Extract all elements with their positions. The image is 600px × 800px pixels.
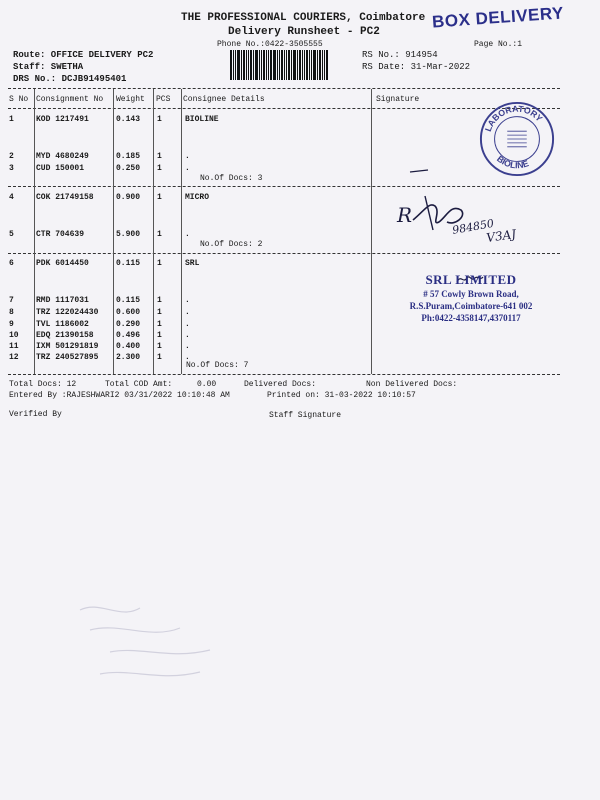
handwritten-signature (395, 192, 545, 252)
row-weight: 0.496 (116, 331, 141, 340)
bleed-through-marks (60, 590, 260, 700)
col-divider (34, 89, 35, 374)
group-rule-2 (8, 253, 560, 254)
row-consignee: BIOLINE (185, 115, 219, 124)
barcode-bar (284, 50, 285, 80)
svg-text:BIOLINE (495, 154, 530, 171)
total-docs: Total Docs: 12 (9, 380, 77, 389)
barcode-bar (322, 50, 323, 80)
row-pcs: 1 (157, 320, 162, 329)
barcode-bar (263, 50, 265, 80)
barcode-bar (255, 50, 258, 80)
row-pcs: 1 (157, 308, 162, 317)
barcode-bar (246, 50, 247, 80)
row-consignment-no: TRZ 122024430 (36, 308, 99, 317)
barcode-bar (317, 50, 318, 80)
col-divider (371, 89, 372, 374)
row-consignment-no: RMD 1117031 (36, 296, 89, 305)
row-consignment-no: MYD 4680249 (36, 152, 89, 161)
barcode-bar (243, 50, 245, 80)
row-consignment-no: IXM 501291819 (36, 342, 99, 351)
barcode-bar (235, 50, 236, 80)
barcode-bar (248, 50, 249, 80)
row-consignee: . (185, 353, 190, 362)
barcode-bar (299, 50, 301, 80)
barcode-bar (302, 50, 303, 80)
row-sno: 12 (9, 353, 19, 362)
barcode-bar (230, 50, 232, 80)
row-sno: 9 (9, 320, 14, 329)
row-sno: 6 (9, 259, 14, 268)
handwritten-note: 984850 (451, 216, 495, 237)
row-weight: 2.300 (116, 353, 141, 362)
seal-top-text: LABORATORY (482, 103, 545, 133)
route: Route: OFFICE DELIVERY PC2 (13, 50, 154, 60)
barcode-bar (233, 50, 234, 80)
row-weight: 0.400 (116, 342, 141, 351)
row-pcs: 1 (157, 164, 162, 173)
row-pcs: 1 (157, 353, 162, 362)
barcode-bar (326, 50, 328, 80)
table-top-rule (8, 88, 560, 89)
row-consignee: . (185, 152, 190, 161)
barcode-bar (253, 50, 254, 80)
srl-address-line: # 57 Cowly Brown Road, (423, 289, 519, 299)
signature-initial: R (397, 203, 413, 227)
row-consignee: . (185, 308, 190, 317)
rs-number: RS No.: 914954 (362, 50, 438, 60)
verified-by: Verified By (9, 410, 62, 419)
barcode-bar (281, 50, 283, 80)
row-pcs: 1 (157, 230, 162, 239)
row-weight: 0.250 (116, 164, 141, 173)
row-weight: 0.115 (116, 296, 141, 305)
rs-date: RS Date: 31-Mar-2022 (362, 62, 471, 72)
row-consignee: . (185, 296, 190, 305)
col-divider (113, 89, 114, 374)
row-consignee: . (185, 342, 190, 351)
col-divider (153, 89, 154, 374)
group-rule-1 (8, 186, 560, 187)
col-header-pcs: PCS (156, 95, 171, 104)
company-name: THE PROFESSIONAL COURIERS, Coimbatore (181, 12, 426, 24)
barcode-bar (266, 50, 267, 80)
barcode-bar (261, 50, 262, 80)
group-doc-count: No.Of Docs: 7 (186, 361, 249, 370)
col-header-consignment: Consignment No (36, 95, 104, 104)
non-delivered-docs: Non Delivered Docs: (366, 380, 458, 389)
printed-on: Printed on: 31-03-2022 10:10:57 (267, 391, 416, 400)
col-header-consignee: Consignee Details (183, 95, 265, 104)
handwritten-note: V3AJ (485, 226, 517, 245)
barcode-bar (259, 50, 260, 80)
row-consignment-no: CTR 704639 (36, 230, 85, 239)
barcode-bar (279, 50, 280, 80)
staff: Staff: SWETHA (13, 62, 84, 72)
row-consignee: . (185, 320, 190, 329)
barcode-bar (241, 50, 242, 80)
row-sno: 10 (9, 331, 19, 340)
row-weight: 0.900 (116, 193, 141, 202)
srl-company-stamp (392, 272, 550, 324)
barcode-bar (250, 50, 252, 80)
col-header-sno: S No (9, 95, 29, 104)
barcode-bar (313, 50, 316, 80)
total-cod-label: Total COD Amt: (105, 380, 173, 389)
row-consignment-no: TVL 1186002 (36, 320, 89, 329)
row-weight: 0.185 (116, 152, 141, 161)
srl-phone: Ph:0422-4358147,4370117 (421, 313, 521, 323)
col-divider (181, 89, 182, 374)
barcode-bar (304, 50, 305, 80)
barcode (230, 50, 350, 80)
barcode-bar (319, 50, 321, 80)
barcode-bar (288, 50, 290, 80)
barcode-bar (306, 50, 308, 80)
barcode-bar (268, 50, 269, 80)
row-consignee: SRL (185, 259, 200, 268)
row-consignee: . (185, 164, 190, 173)
table-bottom-rule (8, 374, 560, 375)
row-consignment-no: KOD 1217491 (36, 115, 89, 124)
row-pcs: 1 (157, 342, 162, 351)
row-sno: 4 (9, 193, 14, 202)
drs-number: DRS No.: DCJB91495401 (13, 74, 127, 84)
row-sno: 3 (9, 164, 14, 173)
barcode-bar (311, 50, 312, 80)
barcode-bar (293, 50, 296, 80)
row-consignment-no: COK 21749158 (36, 193, 94, 202)
row-consignment-no: PDK 6014450 (36, 259, 89, 268)
row-consignment-no: TRZ 240527895 (36, 353, 99, 362)
row-consignee: . (185, 230, 190, 239)
total-cod-value: 0.00 (197, 380, 217, 389)
row-pcs: 1 (157, 296, 162, 305)
row-weight: 0.600 (116, 308, 141, 317)
barcode-bar (286, 50, 287, 80)
row-consignee: . (185, 331, 190, 340)
staff-signature: Staff Signature (269, 411, 342, 420)
row-pcs: 1 (157, 331, 162, 340)
row-consignment-no: CUD 150001 (36, 164, 85, 173)
row-weight: 0.290 (116, 320, 141, 329)
box-delivery-stamp: BOX DELIVERY (431, 3, 565, 32)
phone-number: Phone No.:0422-3505555 (217, 40, 323, 49)
barcode-bar (277, 50, 278, 80)
row-pcs: 1 (157, 115, 162, 124)
row-weight: 0.143 (116, 115, 141, 124)
bioline-lab-seal (478, 100, 556, 178)
srl-name: SRL LIMITED (425, 272, 517, 287)
row-sno: 8 (9, 308, 14, 317)
row-consignee: MICRO (185, 193, 210, 202)
group-doc-count: No.Of Docs: 3 (200, 174, 263, 183)
pen-mark (408, 164, 432, 176)
col-header-weight: Weight (116, 95, 145, 104)
row-weight: 0.115 (116, 259, 141, 268)
row-pcs: 1 (157, 193, 162, 202)
group-doc-count: No.Of Docs: 2 (200, 240, 263, 249)
barcode-bar (309, 50, 310, 80)
barcode-bar (324, 50, 325, 80)
row-sno: 7 (9, 296, 14, 305)
barcode-bar (291, 50, 292, 80)
row-sno: 5 (9, 230, 14, 239)
srl-address-line: R.S.Puram,Coimbatore-641 002 (409, 301, 533, 311)
barcode-bar (237, 50, 240, 80)
entered-by: Entered By :RAJESHWARI2 03/31/2022 10:10:48 AM (9, 391, 230, 400)
row-sno: 1 (9, 115, 14, 124)
page-number: Page No.:1 (474, 40, 523, 49)
barcode-bar (273, 50, 276, 80)
row-sno: 2 (9, 152, 14, 161)
row-sno: 11 (9, 342, 19, 351)
row-weight: 5.900 (116, 230, 141, 239)
col-header-signature: Signature (376, 95, 420, 104)
row-pcs: 1 (157, 152, 162, 161)
runsheet-title: Delivery Runsheet - PC2 (228, 26, 380, 38)
row-consignment-no: EDQ 21390158 (36, 331, 94, 340)
barcode-bar (270, 50, 272, 80)
row-pcs: 1 (157, 259, 162, 268)
seal-bottom-text: BIOLINE (494, 153, 530, 171)
barcode-bar (297, 50, 298, 80)
delivered-docs: Delivered Docs: (244, 380, 317, 389)
